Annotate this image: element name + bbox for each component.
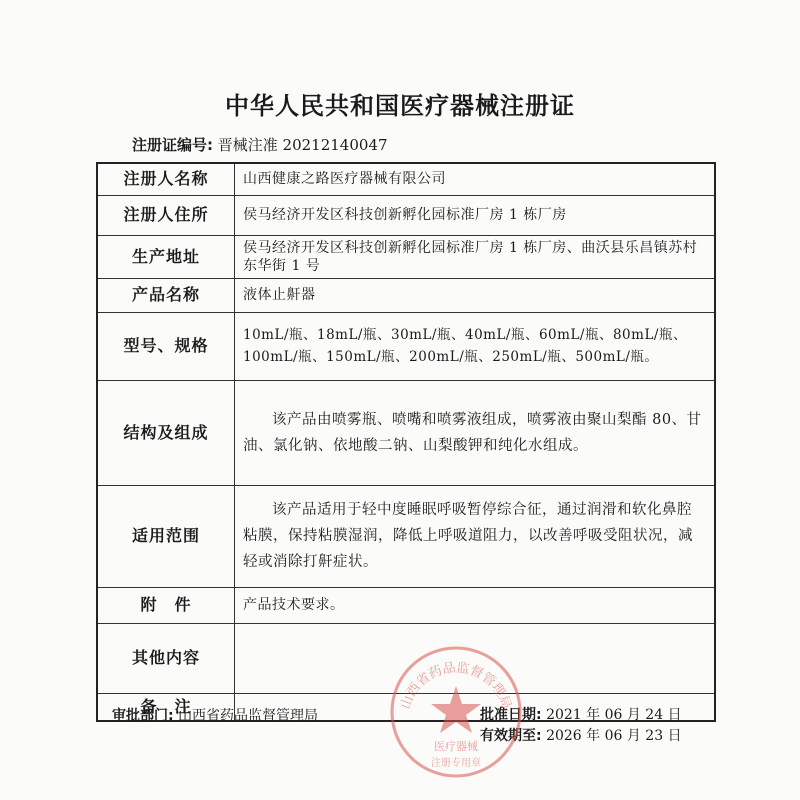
registration-number-label: 注册证编号: [132, 136, 213, 154]
field-value-cell [235, 380, 716, 485]
field-value: 10mL/瓶、18mL/瓶、30mL/瓶、40mL/瓶、60mL/瓶、80mL/瓶、100mL/瓶、150mL/瓶、200mL/瓶、250mL/瓶、500mL/瓶。 [235, 312, 716, 380]
svg-text:注册专用章: 注册专用章 [431, 758, 481, 769]
field-value-cell [235, 485, 716, 587]
table-row [97, 163, 715, 195]
approval-date: 2021 年 06 月 24 日 [546, 707, 682, 723]
field-label: 结构及组成 [97, 380, 235, 485]
svg-text:山西省药品监督管理局: 山西省药品监督管理局 [398, 660, 514, 712]
table-row [97, 312, 715, 380]
field-value: 该产品适用于轻中度睡眠呼吸暂停综合征，通过润滑和软化鼻腔粘膜，保持粘膜湿润，降低上呼吸道阻力，以改善呼吸受阻状况，减轻或消除打鼾症状。 [243, 502, 693, 570]
field-label: 适用范围 [97, 485, 235, 587]
page-title: 中华人民共和国医疗器械注册证 [225, 92, 575, 120]
expiry-date-label: 有效期至: [480, 728, 542, 744]
approver-name: 山西省药品监督管理局 [178, 708, 319, 724]
field-label: 注册人名称 [97, 163, 235, 195]
svg-text:医疗器械: 医疗器械 [434, 740, 478, 753]
field-value: 侯马经济开发区科技创新孵化园标准厂房 1 栋厂房 [235, 195, 716, 235]
field-value: 侯马经济开发区科技创新孵化园标准厂房 1 栋厂房、曲沃县乐昌镇苏村东华街 1 号 [235, 235, 716, 278]
field-label: 附 件 [97, 587, 235, 623]
approver-label: 审批部门: [112, 708, 174, 724]
official-seal-icon [386, 642, 526, 782]
expiry-date: 2026 年 06 月 23 日 [546, 728, 682, 744]
field-label: 备 注 [97, 693, 235, 721]
table-row [97, 380, 715, 485]
table-row [97, 278, 715, 312]
field-value: 该产品由喷雾瓶、喷嘴和喷雾液组成，喷雾液由聚山梨酯 80、甘油、氯化钠、依地酸二钠、山梨酸钾和纯化水组成。 [243, 411, 702, 454]
table-row [97, 235, 715, 278]
field-label: 注册人住所 [97, 195, 235, 235]
table-row [97, 587, 715, 623]
approver-line [112, 705, 318, 725]
field-value: 山西健康之路医疗器械有限公司 [235, 163, 716, 195]
field-label: 型号、规格 [97, 312, 235, 380]
registration-number: 晋械注准 20212140047 [217, 136, 388, 154]
field-value: 产品技术要求。 [235, 587, 716, 623]
field-value: 液体止鼾器 [235, 278, 716, 312]
field-label: 产品名称 [97, 278, 235, 312]
table-row [97, 485, 715, 587]
field-label: 其他内容 [97, 623, 235, 693]
table-row [97, 195, 715, 235]
field-label: 生产地址 [97, 235, 235, 278]
approval-date-label: 批准日期: [480, 707, 542, 723]
certificate-table [96, 162, 716, 722]
registration-number-line [132, 134, 388, 155]
